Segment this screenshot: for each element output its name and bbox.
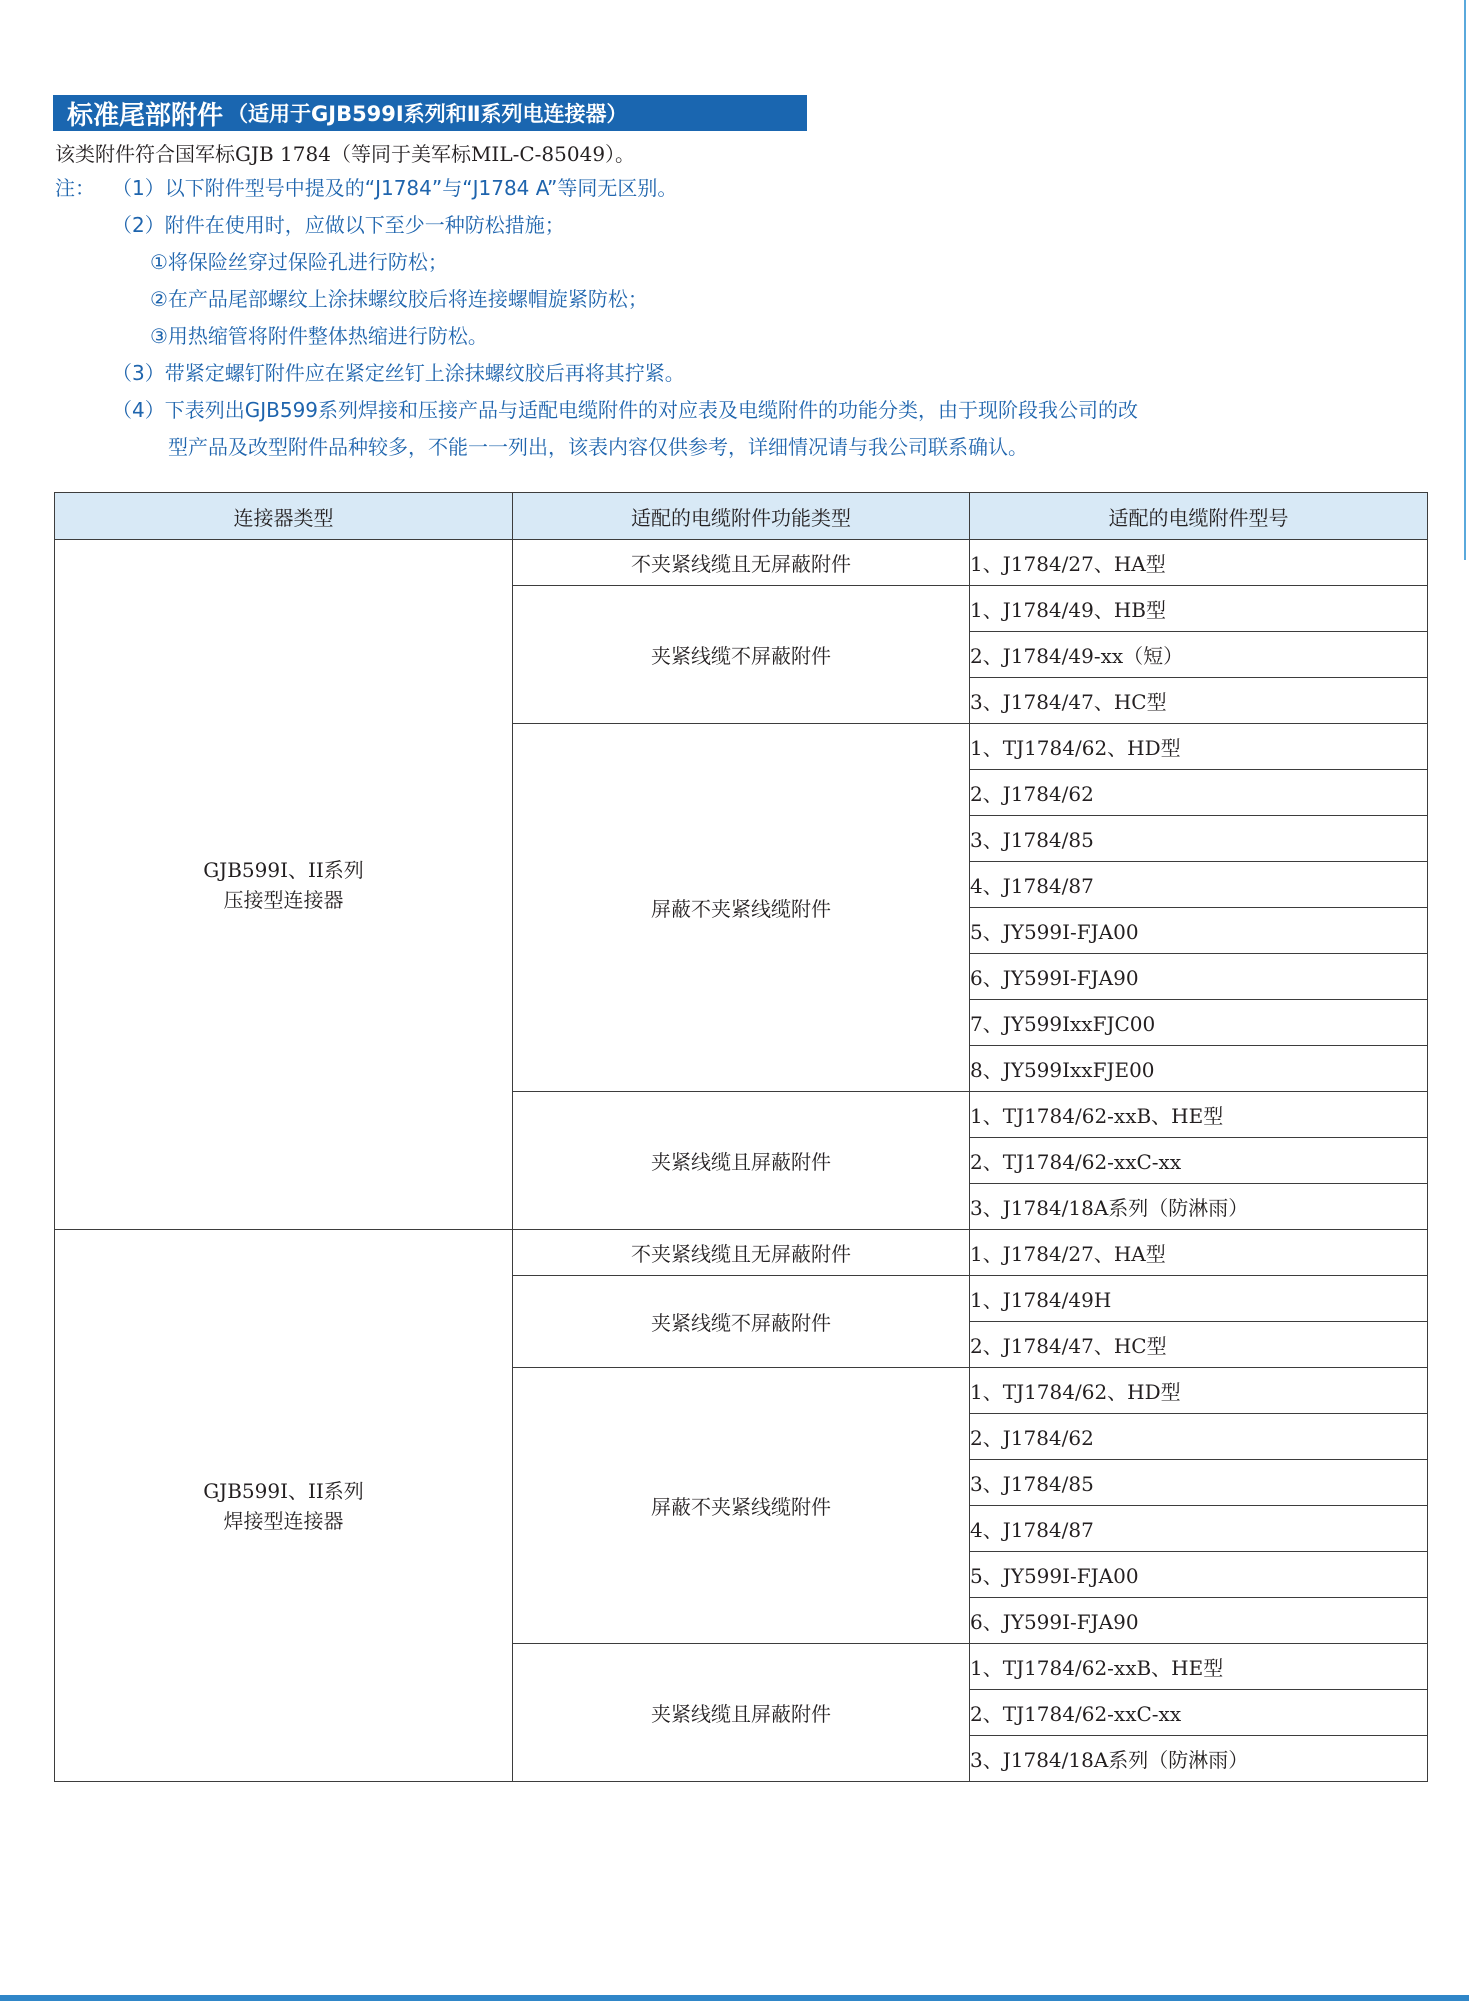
function-type-cell: 夹紧线缆且屏蔽附件 bbox=[513, 1092, 970, 1230]
accessory-model-cell: 2、J1784/62 bbox=[970, 1414, 1428, 1460]
edge-accent-rule bbox=[1464, 0, 1466, 560]
accessory-model-cell: 1、TJ1784/62-xxB、HE型 bbox=[970, 1644, 1428, 1690]
accessory-model-cell: 8、JY599ⅠxxFJE00 bbox=[970, 1046, 1428, 1092]
notes-label: 注： bbox=[55, 176, 95, 200]
connector-type-cell bbox=[55, 540, 513, 1230]
accessory-model-cell: 3、J1784/47、HC型 bbox=[970, 678, 1428, 724]
function-type-cell: 夹紧线缆且屏蔽附件 bbox=[513, 1644, 970, 1782]
column-header: 适配的电缆附件型号 bbox=[970, 493, 1428, 540]
connector-type-label: GJB599I、II系列 bbox=[203, 1478, 364, 1503]
accessory-model-cell: 6、JY599Ⅰ-FJA90 bbox=[970, 1598, 1428, 1644]
accessory-model-cell: 2、TJ1784/62-xxC-xx bbox=[970, 1138, 1428, 1184]
accessory-model-cell: 3、J1784/85 bbox=[970, 816, 1428, 862]
function-type-cell: 不夹紧线缆且无屏蔽附件 bbox=[513, 1230, 970, 1276]
accessory-model-cell: 1、TJ1784/62-xxB、HE型 bbox=[970, 1092, 1428, 1138]
column-header: 适配的电缆附件功能类型 bbox=[513, 493, 970, 540]
accessory-model-cell: 4、J1784/87 bbox=[970, 1506, 1428, 1552]
function-type-cell: 夹紧线缆不屏蔽附件 bbox=[513, 1276, 970, 1368]
accessory-model-cell: 5、JY599Ⅰ-FJA00 bbox=[970, 908, 1428, 954]
accessory-model-cell: 1、J1784/49、HB型 bbox=[970, 586, 1428, 632]
table-row bbox=[55, 1230, 1428, 1276]
footer-accent-rule bbox=[0, 1995, 1469, 2001]
connector-type-label: 压接型连接器 bbox=[223, 887, 344, 912]
connector-type-cell bbox=[55, 1230, 513, 1782]
accessory-model-cell: 1、J1784/27、HA型 bbox=[970, 540, 1428, 586]
note-item: （1）以下附件型号中提及的“J1784”与“J1784 A”等同无区别。 bbox=[112, 176, 678, 200]
note-item-continuation: 型产品及改型附件品种较多，不能一一列出，该表内容仅供参考，详细情况请与我公司联系确认。 bbox=[168, 435, 1028, 459]
accessory-model-cell: 4、J1784/87 bbox=[970, 862, 1428, 908]
accessory-model-cell: 1、TJ1784/62、HD型 bbox=[970, 1368, 1428, 1414]
accessory-model-cell: 2、J1784/62 bbox=[970, 770, 1428, 816]
accessory-model-cell: 1、J1784/49H bbox=[970, 1276, 1428, 1322]
accessory-model-cell: 3、J1784/18A系列（防淋雨） bbox=[970, 1736, 1428, 1782]
section-title-bar bbox=[53, 95, 807, 131]
accessory-model-cell: 1、J1784/27、HA型 bbox=[970, 1230, 1428, 1276]
note-item: （2）附件在使用时，应做以下至少一种防松措施； bbox=[112, 213, 565, 237]
intro-text: 该类附件符合国军标GJB 1784（等同于美军标MIL-C-85049）。 bbox=[55, 142, 636, 166]
function-type-cell: 夹紧线缆不屏蔽附件 bbox=[513, 586, 970, 724]
accessory-model-cell: 5、JY599Ⅰ-FJA00 bbox=[970, 1552, 1428, 1598]
connector-type-label: 焊接型连接器 bbox=[223, 1508, 344, 1533]
accessory-model-cell: 6、JY599Ⅰ-FJA90 bbox=[970, 954, 1428, 1000]
note-subitem: ①将保险丝穿过保险孔进行防松； bbox=[150, 250, 448, 274]
function-type-cell: 屏蔽不夹紧线缆附件 bbox=[513, 1368, 970, 1644]
table-row bbox=[55, 540, 1428, 586]
section-subtitle: （适用于GJB599Ⅰ系列和Ⅱ系列电连接器） bbox=[227, 102, 628, 126]
function-type-cell: 不夹紧线缆且无屏蔽附件 bbox=[513, 540, 970, 586]
note-item: （3）带紧定螺钉附件应在紧定丝钉上涂抹螺纹胶后再将其拧紧。 bbox=[112, 361, 685, 385]
table-header-row bbox=[55, 493, 1428, 540]
accessory-model-cell: 2、TJ1784/62-xxC-xx bbox=[970, 1690, 1428, 1736]
accessory-model-cell: 3、J1784/18A系列（防淋雨） bbox=[970, 1184, 1428, 1230]
note-subitem: ③用热缩管将附件整体热缩进行防松。 bbox=[150, 324, 488, 348]
accessory-compatibility-table bbox=[54, 492, 1428, 1782]
column-header: 连接器类型 bbox=[55, 493, 513, 540]
accessory-model-cell: 7、JY599ⅠxxFJC00 bbox=[970, 1000, 1428, 1046]
connector-type-label: GJB599I、II系列 bbox=[203, 857, 364, 882]
section-title: 标准尾部附件 bbox=[67, 100, 224, 131]
function-type-cell: 屏蔽不夹紧线缆附件 bbox=[513, 724, 970, 1092]
accessory-model-cell: 2、J1784/47、HC型 bbox=[970, 1322, 1428, 1368]
accessory-model-cell: 3、J1784/85 bbox=[970, 1460, 1428, 1506]
note-subitem: ②在产品尾部螺纹上涂抹螺纹胶后将连接螺帽旋紧防松； bbox=[150, 287, 648, 311]
note-item: （4）下表列出GJB599系列焊接和压接产品与适配电缆附件的对应表及电缆附件的功能分类，由于现阶段我公司的改 bbox=[112, 398, 1139, 422]
accessory-model-cell: 1、TJ1784/62、HD型 bbox=[970, 724, 1428, 770]
accessory-model-cell: 2、J1784/49-xx（短） bbox=[970, 632, 1428, 678]
